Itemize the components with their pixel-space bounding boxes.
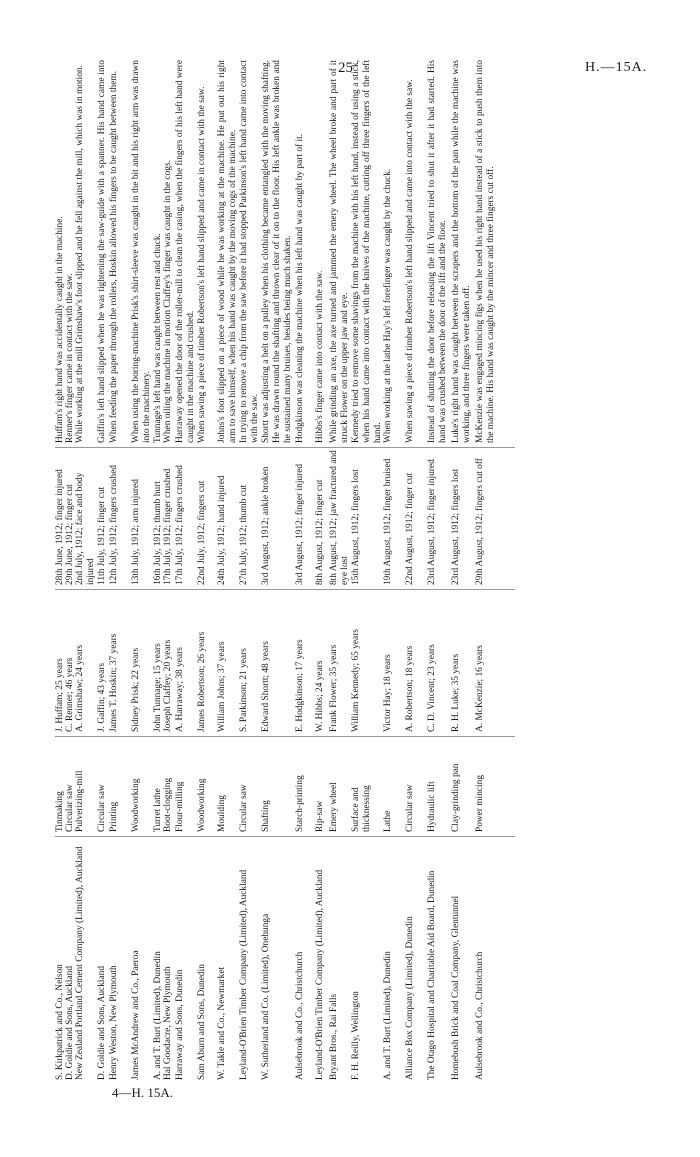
industry-cell: Woodworking	[197, 739, 217, 837]
employee-cell: C. D. Vincent; 23 years	[427, 592, 451, 737]
employer-cell: James McAndrew and Co., Paeroa	[131, 950, 141, 1080]
employee-cell: William Johns; 37 years	[217, 592, 239, 737]
table-row	[239, 60, 261, 1080]
date-injury-cell: 24th July, 1912; hand injured	[217, 450, 239, 590]
employee-cell: C. Renner; 46 years	[65, 592, 75, 737]
date-injury-cell: 15th August, 1912; fingers lost	[351, 450, 383, 590]
industry-cell: Circular saw	[65, 739, 75, 837]
industry-cell: Rip-saw	[315, 739, 329, 837]
table-row	[97, 60, 109, 1080]
date-injury-cell: 16th July, 1912; thumb hurt	[153, 450, 163, 590]
cause-cell: Huffam's right hand was accidentally caught in the machine.	[55, 60, 65, 448]
table-row	[131, 60, 153, 1080]
employee-cell: S. Parkinson; 21 years	[239, 592, 261, 737]
cause-cell: Hibbs's finger came into contact with the saw.	[315, 60, 329, 448]
employee-cell: Frank Flower; 35 years	[329, 592, 351, 737]
document-reference: H.—15A.	[585, 60, 648, 75]
cause-cell: Instead of shutting the door before releasing the lift Vincent tried to shut it after it had started. His hand was crushed between the door of the lift and the floor.	[427, 60, 451, 448]
table-row	[315, 60, 329, 1080]
industry-cell: Printing	[109, 739, 131, 837]
table-row	[475, 60, 515, 1080]
industry-cell: Surface and thicknessing	[351, 739, 383, 837]
employee-cell: A. Grimshaw; 24 years	[75, 592, 97, 737]
date-injury-cell: 11th July, 1912; finger cut	[97, 450, 109, 590]
table-row	[197, 60, 217, 1080]
employer-cell: Leyland-O'Brien Timber Company (Limited), Auckland	[239, 869, 249, 1080]
table-row	[405, 60, 427, 1080]
date-injury-cell: 29th August, 1912; fingers cut off	[475, 450, 515, 590]
cause-cell: Renner's finger came in contact with the saw.	[65, 60, 75, 448]
employer-cell: F. H. Reilly, Wellington	[351, 991, 361, 1080]
industry-cell: Emery wheel	[329, 739, 351, 837]
cause-cell: When feeding the paper through the rollers, Hoskin allowed his fingers to be caught between them.	[109, 60, 131, 448]
cause-cell: When sawing a piece of timber Robertson's left hand slipped and came in contact with the saw.	[197, 60, 217, 448]
employee-cell: R. H. Luke; 35 years	[451, 592, 475, 737]
industry-cell: Clay-grinding pan	[451, 739, 475, 837]
table-row	[427, 60, 451, 1080]
industry-cell: Power mincing	[475, 739, 515, 837]
cause-cell: While working at the mill Grimshaw's foot slipped and he fell against the mill, which was in motion.	[75, 60, 97, 448]
table-row	[163, 60, 175, 1080]
cause-cell: Hodgkinson was cleaning the machine when his left hand was caught by part of it.	[295, 60, 315, 448]
employer-cell: Leyland-O'Brien Timber Company (Limited), Auckland	[315, 869, 325, 1080]
employer-cell: S. Kirkpatrick and Co., Nelson	[55, 964, 65, 1080]
industry-cell: Circular saw	[239, 739, 261, 837]
page-number: 25	[338, 60, 353, 76]
employee-cell: James Robertson; 26 years	[197, 592, 217, 737]
table-row	[383, 60, 405, 1080]
accident-table	[55, 60, 615, 1080]
cause-cell: When using the boring-machine Prisk's shirt-sleeve was caught in the bit and his right arm was drawn into the machinery.	[131, 60, 153, 448]
cause-cell: Shortt was adjusting a belt on a pulley when his clothing became entangled with the moving shafting. He was drawn round the shafting and thrown clear of it on to the floor. His left ankle was broken and he sustained many bruises, besides being much shaken.	[261, 60, 295, 448]
table-row	[55, 60, 65, 1080]
cause-cell: When working at the lathe Hay's left forefinger was caught by the chuck.	[383, 60, 405, 448]
employer-cell: Homebush Brick and Coal Company, Glentunnel	[451, 895, 461, 1080]
table-row	[295, 60, 315, 1080]
industry-cell: Tinmaking	[55, 739, 65, 837]
table-row	[451, 60, 475, 1080]
employer-cell: Henry Weston, New Plymouth	[109, 965, 119, 1080]
cause-cell: When sawing a piece of timber Robertson's left hand slipped and came into contact with the saw.	[405, 60, 427, 448]
employee-cell: Edward Shortt; 48 years	[261, 592, 295, 737]
date-injury-cell: 2nd July, 1912; face and body injured	[75, 450, 97, 590]
table-row	[351, 60, 383, 1080]
cause-cell: Johns's foot slipped on a piece of wood while he was working at the machine. He put out his right arm to save himself, when his hand was caught by the moving cogs of the machine.	[217, 60, 239, 448]
industry-cell: Pulverizing-mill	[75, 739, 97, 837]
industry-cell: Lathe	[383, 739, 405, 837]
cause-cell: While grinding an axe, the axe turned and jammed the emery wheel. The wheel broke and part of it struck Flower on the upper jaw and eye.	[329, 60, 351, 448]
employer-cell: Aulsebrook and Co., Christchurch	[295, 951, 305, 1080]
date-injury-cell: 13th July, 1912; arm injured	[131, 450, 153, 590]
employee-cell: Victor Hay; 18 years	[383, 592, 405, 737]
date-injury-cell: 28th June, 1912; finger injured	[55, 450, 65, 590]
cause-cell: Tunnage's left hand was caught between rest and chuck.	[153, 60, 163, 448]
employee-cell: John Tunnage; 15 years	[153, 592, 163, 737]
date-injury-cell: 27th July, 1912; thumb cut	[239, 450, 261, 590]
date-injury-cell: 3rd August, 1912; finger injured	[295, 450, 315, 590]
table-row	[175, 60, 197, 1080]
cause-cell: Gaffin's left hand slipped when he was tightening the saw-guide with a spanner. His hand came into	[97, 60, 109, 448]
industry-cell: Circular saw	[97, 739, 109, 837]
cause-cell: Harraway opened the door of the roller-mill to clean the casing, when the fingers of his left hand were caught in the machine and crushed.	[175, 60, 197, 448]
table-row	[75, 60, 97, 1080]
industry-cell: Woodworking	[131, 739, 153, 837]
employer-cell: A. and T. Burt (Limited), Dunedin	[153, 951, 163, 1080]
table-row	[153, 60, 163, 1080]
table-row	[109, 60, 131, 1080]
table-row	[261, 60, 295, 1080]
employer-cell: A. and T. Burt (Limited), Dunedin	[383, 951, 393, 1080]
employee-cell: A. Robertson; 18 years	[405, 592, 427, 737]
cause-cell: In trying to remove a chip from the saw before it had stopped Parkinson's left hand came into contact with the saw.	[239, 60, 261, 448]
industry-cell: Starch-printing	[295, 739, 315, 837]
employee-cell: J. Gaffin; 43 years	[97, 592, 109, 737]
employee-cell: William Kennedy; 65 years	[351, 592, 383, 737]
employer-cell: D. Goldie and Sons, Auckland	[97, 965, 107, 1080]
industry-cell: Flour-milling	[175, 739, 197, 837]
employer-cell: Alliance Box Company (Limited), Dunedin	[405, 916, 415, 1080]
employer-cell: Bryant Bros., Rai Falls	[329, 993, 339, 1080]
employee-cell: E. Hodgkinson; 17 years	[295, 592, 315, 737]
employer-cell: New Zealand Portland Cement Company (Limited), Auckland	[75, 846, 85, 1080]
table-row	[65, 60, 75, 1080]
printer-signature: 4—H. 15A.	[112, 1085, 174, 1100]
employer-cell: W. Takle and Co., Newmarket	[217, 966, 227, 1080]
industry-cell: Moulding	[217, 739, 239, 837]
employer-cell: D. Goldie and Sons, Auckland	[65, 965, 75, 1080]
date-injury-cell: 23rd August, 1912; fingers lost	[451, 450, 475, 590]
employee-cell: Joseph Claffey; 20 years	[163, 592, 175, 737]
employer-cell: The Otago Hospital and Charitable Aid Board, Dunedin	[427, 870, 437, 1080]
date-injury-cell: 23rd August, 1912; finger injured	[427, 450, 451, 590]
date-injury-cell: 22nd August, 1912; finger cut	[405, 450, 427, 590]
industry-cell: Hydraulic lift	[427, 739, 451, 837]
date-injury-cell: 17th July, 1912; finger crushed	[163, 450, 175, 590]
cause-cell: Luke's right hand was caught between the scrapers and the bottom of the pan while the machine was working, and three fingers were taken off.	[451, 60, 475, 448]
date-injury-cell: 8th August, 1912; finger cut	[315, 450, 329, 590]
employee-cell: W. Hibbs; 24 years	[315, 592, 329, 737]
cause-cell: Kennedy tried to remove some shavings from the machine with his left hand, instead of using a stick, when his hand came into contact with the knives of the machine, cutting off three fingers of the left hand.	[351, 60, 383, 448]
date-injury-cell: 19th August, 1912; finger bruised	[383, 450, 405, 590]
employee-cell: J. Huffam; 25 years	[55, 592, 65, 737]
cause-cell: McKenzie was engaged mincing figs when he used his right hand instead of a stick to push them into the machine. His hand was caught by the mincer and three fingers cut off.	[475, 60, 515, 448]
industry-cell: Shafting	[261, 739, 295, 837]
employee-cell: A. Harraway; 38 years	[175, 592, 197, 737]
employer-cell: Sam Aburn and Sons, Dunedin	[197, 964, 207, 1080]
employee-cell: A. McKenzie; 16 years	[475, 592, 515, 737]
date-injury-cell: 3rd August, 1912; ankle broken	[261, 450, 295, 590]
industry-cell: Boot-clogging	[163, 739, 175, 837]
date-injury-cell: 12th July, 1912; fingers crushed	[109, 450, 131, 590]
industry-cell: Turret lathe	[153, 739, 163, 837]
date-injury-cell: 22nd July, 1912; fingers cut	[197, 450, 217, 590]
date-injury-cell: 17th July, 1912; fingers crushed	[175, 450, 197, 590]
date-injury-cell: 29th June, 1912; finger cut	[65, 450, 75, 590]
employee-cell: Sidney Prisk; 22 years	[131, 592, 153, 737]
cause-cell: When oiling the machine in motion Claffey's finger was caught in the cogs.	[163, 60, 175, 448]
employee-cell: James T. Hoskin; 37 years	[109, 592, 131, 737]
employer-cell: W. Sutherland and Co. (Limited), Onehunga	[261, 913, 271, 1080]
industry-cell: Circular saw	[405, 739, 427, 837]
employer-cell: Aulsebrook and Co., Christchurch	[475, 951, 485, 1080]
table-row	[329, 60, 351, 1080]
employer-cell: Harraway and Sons, Dunedin	[175, 969, 185, 1080]
table-row	[217, 60, 239, 1080]
employer-cell: Hal Goodacre, New Plymouth	[163, 966, 173, 1080]
date-injury-cell: 8th August, 1912; jaw fractured and eye lost	[329, 450, 351, 590]
